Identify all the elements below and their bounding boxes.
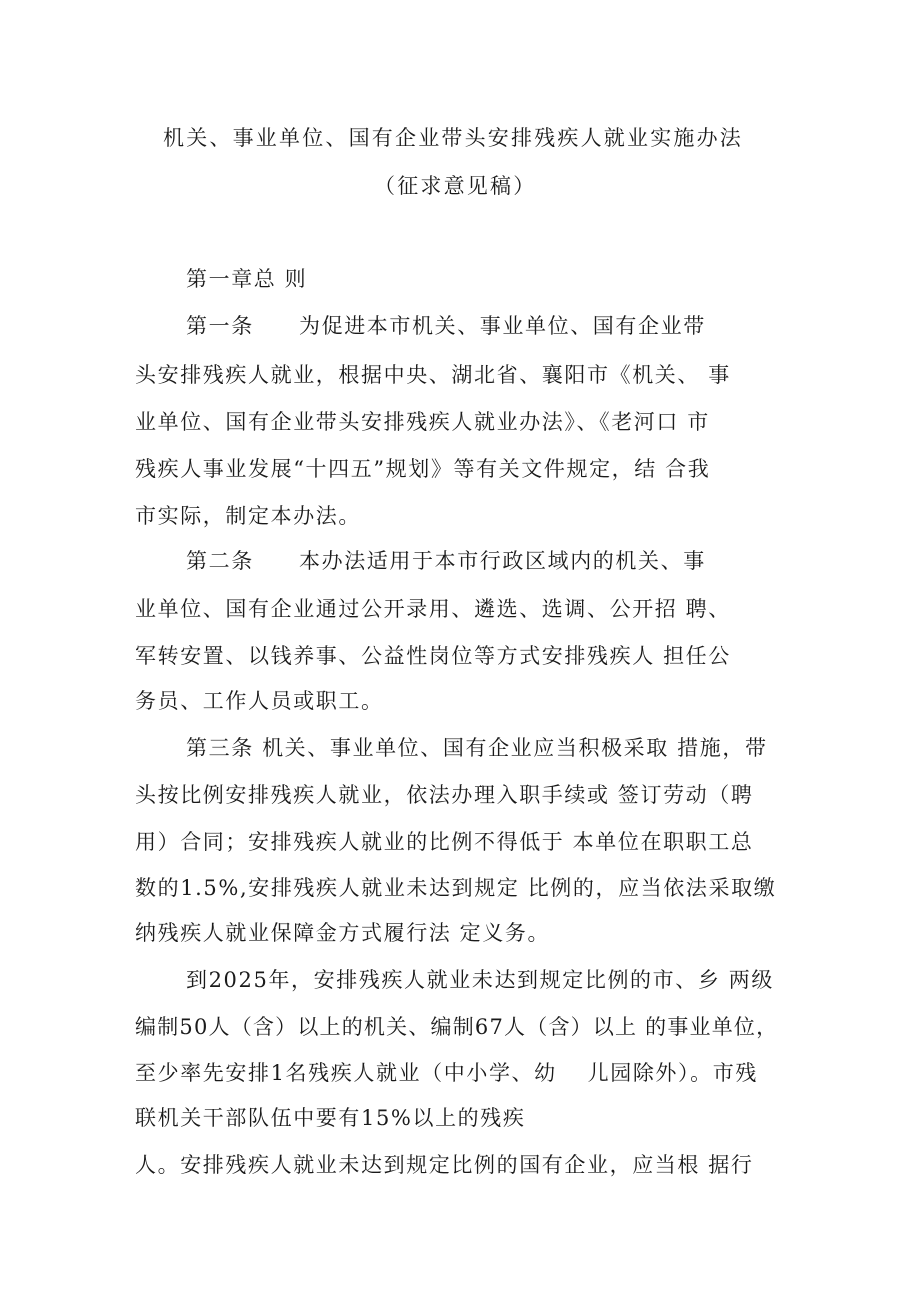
article-3-line-5: 纳残疾人就业保障金方式履行法 定义务。 [135, 921, 551, 945]
article-3-line-4: 数的1.5%,安排残疾人就业未达到规定 比例的，应当依法采取缴 [135, 876, 777, 900]
chapter-heading: 第一章总 则 [186, 267, 308, 291]
article-2-line-2: 业单位、国有企业通过公开录用、遴选、选调、公开招 聘、 [135, 597, 731, 621]
article-3-line-2: 头按比例安排残疾人就业，依法办理入职手续或 签订劳动（聘 [135, 783, 754, 807]
article-2-line-4: 务员、工作人员或职工。 [135, 689, 384, 713]
article-2-line-3: 军转安置、以钱养事、公益性岗位等方式安排残疾人 担任公 [135, 644, 731, 668]
article-2-line-1: 第二条 本办法适用于本市行政区域内的机关、事 [186, 549, 706, 573]
article-1-line-3: 业单位、国有企业带头安排残疾人就业办法》、《老河口 市 [135, 410, 710, 434]
paragraph-2025-line-3: 至少率先安排1名残疾人就业（中小学、幼 儿园除外）。市残 [135, 1061, 758, 1085]
paragraph-2025-line-4: 联机关干部队伍中要有15%以上的残疾 [135, 1106, 526, 1130]
article-3-line-1: 第三条 机关、事业单位、国有企业应当积极采取 措施，带 [186, 736, 768, 760]
paragraph-2025-line-1: 到2025年，安排残疾人就业未达到规定比例的市、乡 两级 [186, 968, 774, 992]
document-title: 机关、事业单位、国有企业带头安排残疾人就业实施办法 [163, 126, 743, 150]
article-1-line-2: 头安排残疾人就业，根据中央、湖北省、襄阳市《机关、 事 [135, 363, 731, 387]
article-1-line-5: 市实际，制定本办法。 [135, 504, 361, 528]
document-subtitle: （征求意见稿） [374, 174, 537, 198]
article-1-line-4: 残疾人事业发展“十四五”规划》等有关文件规定，结 合我 [135, 457, 711, 481]
article-3-line-3: 用）合同；安排残疾人就业的比例不得低于 本单位在职职工总 [135, 830, 754, 854]
article-1-line-1: 第一条 为促进本市机关、事业单位、国有企业带 [186, 314, 706, 338]
paragraph-2025-line-5: 人。安排残疾人就业未达到规定比例的国有企业，应当根 据行 [135, 1153, 754, 1177]
paragraph-2025-line-2: 编制50人（含）以上的机关、编制67人（含）以上 的事业单位， [135, 1015, 779, 1039]
